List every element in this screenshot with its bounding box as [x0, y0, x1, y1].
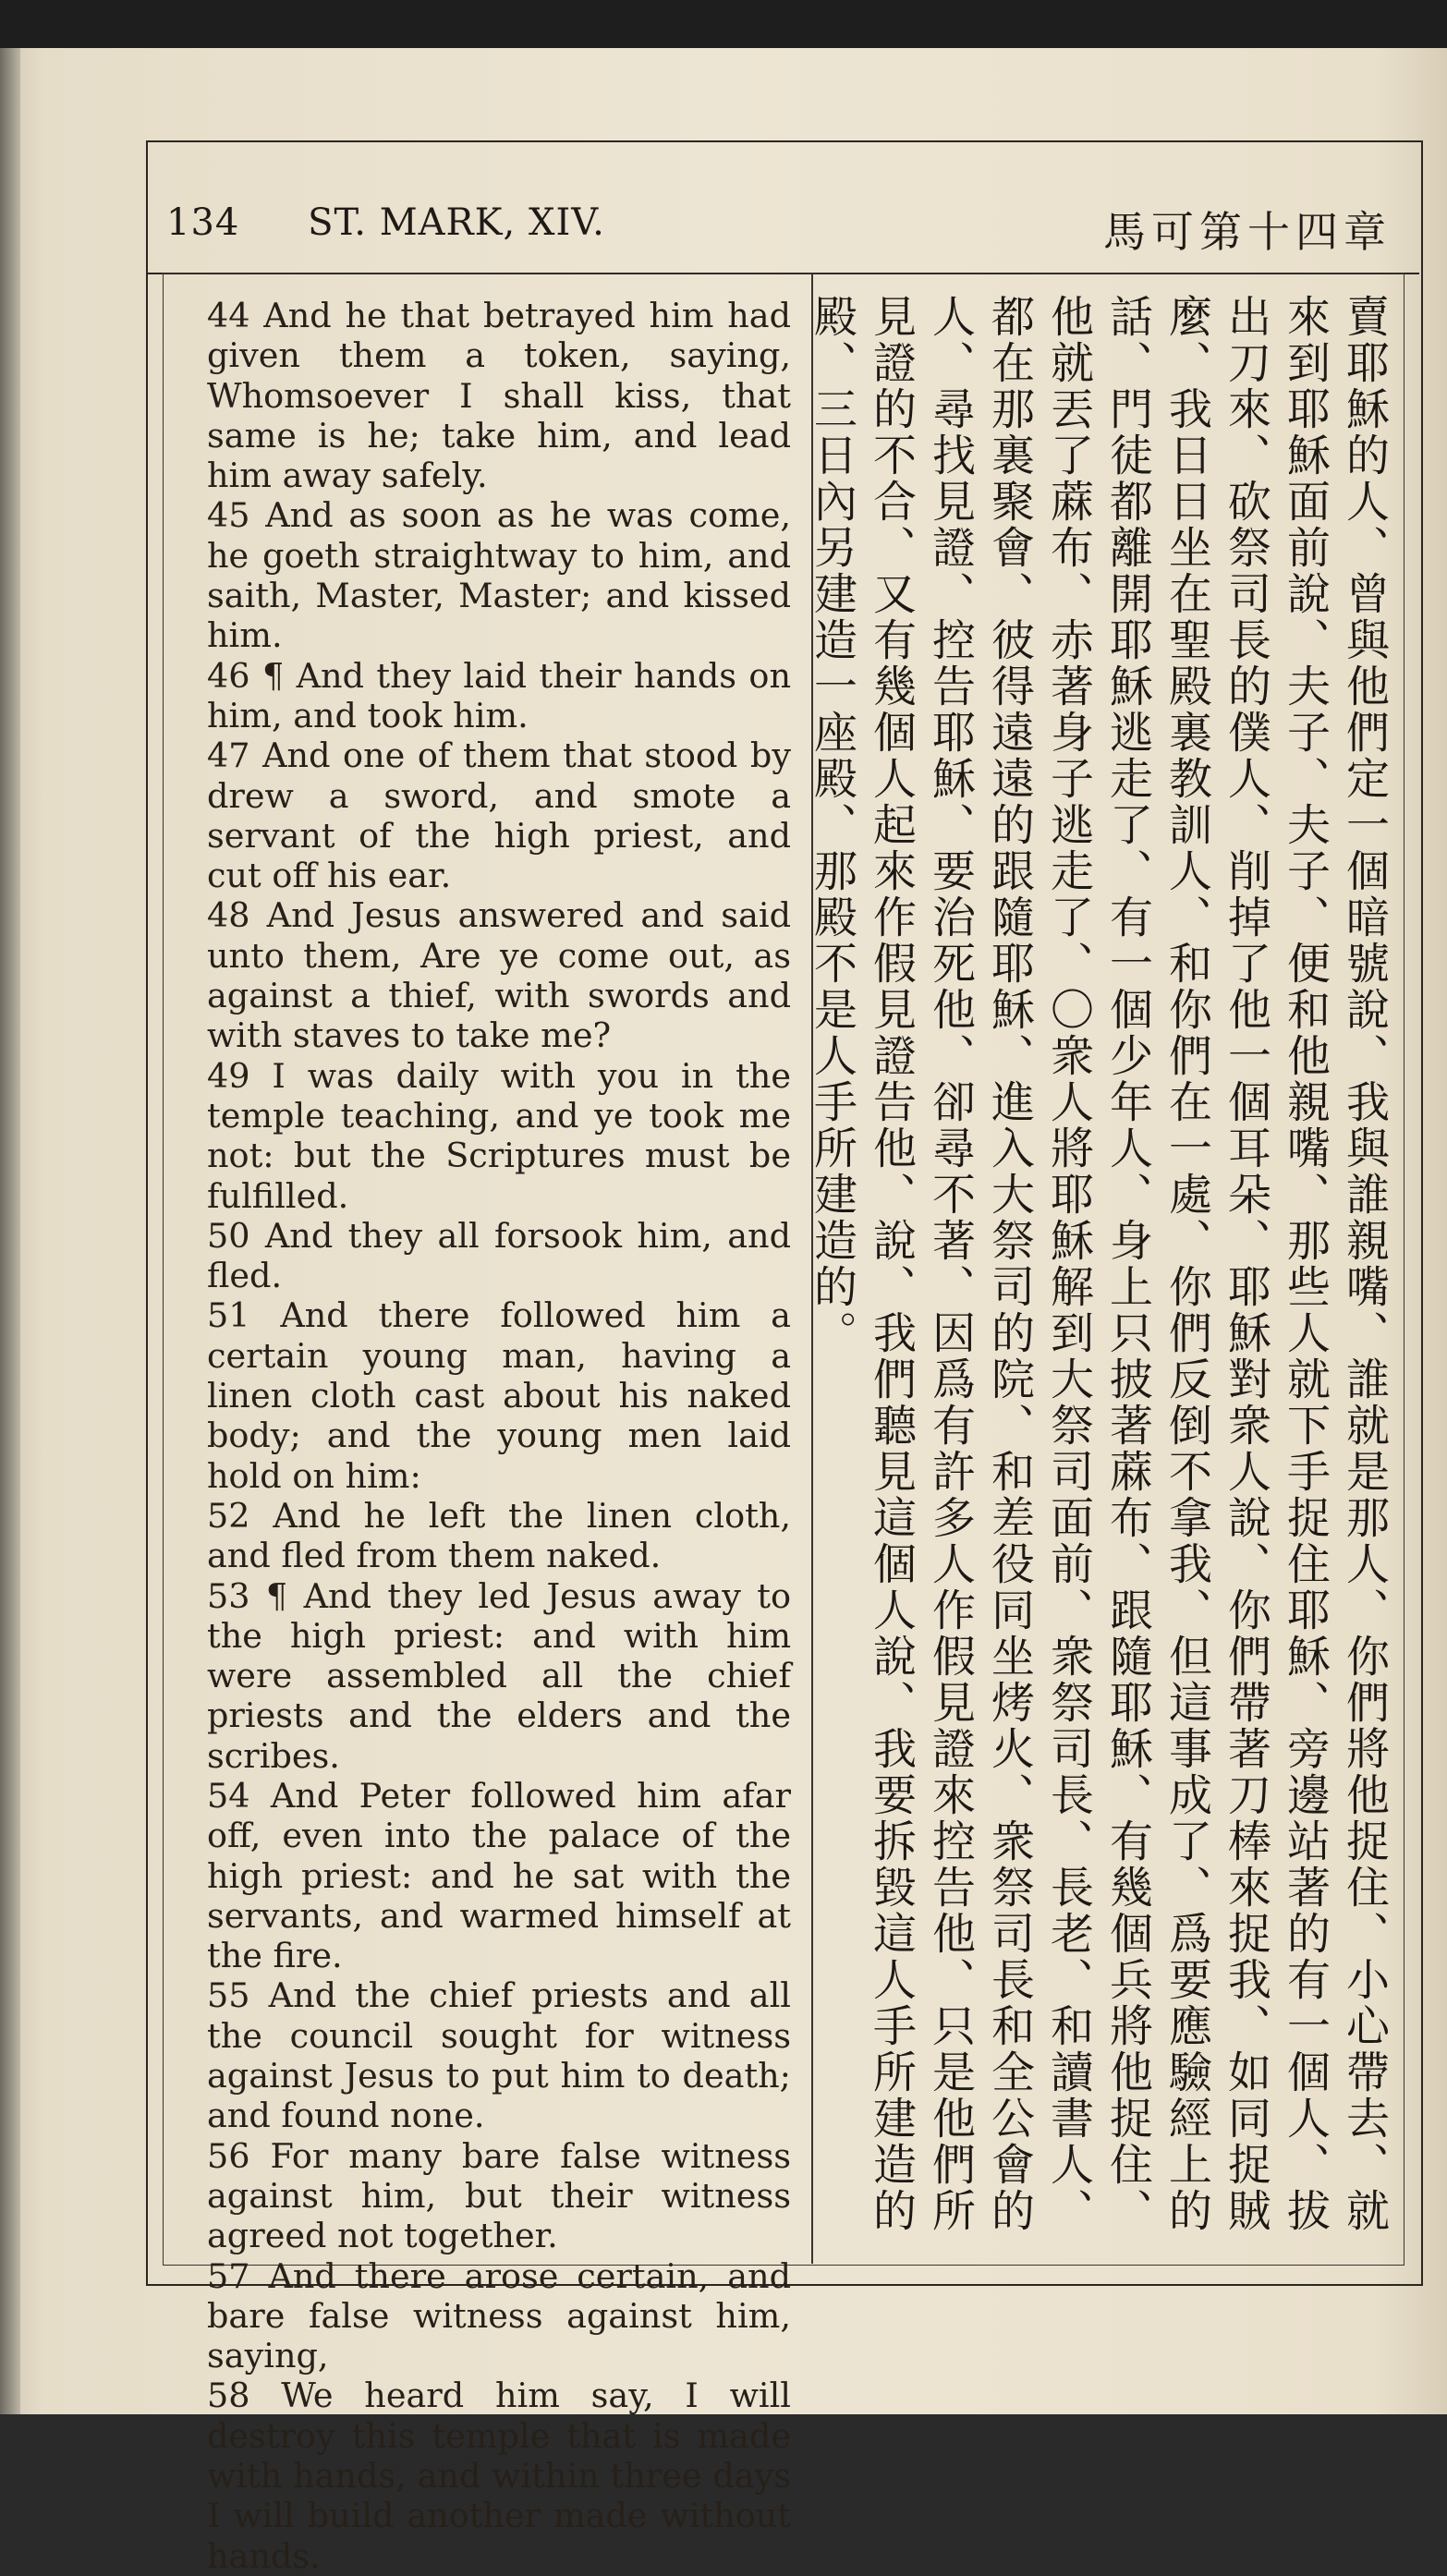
verse-53: 53 ¶ And they led Jesus away to the high priest: and with him were assembled all the chief priests and the elders and the scribes. — [207, 1575, 791, 1776]
verse-48: 48 And Jesus answered and said unto them, Are ye come out, as against a thief, with swords and with staves to take me? — [207, 895, 791, 1056]
running-header-english — [166, 201, 661, 244]
verse-50: 50 And they all forsook him, and fled. — [207, 1215, 791, 1296]
page-number: 134 — [166, 201, 240, 244]
verse-58: 58 We heard him say, I will destroy this temple that is made with hands, and within three days I will build another made without hands. — [207, 2376, 791, 2576]
binding-edge — [0, 48, 20, 2414]
verse-56: 56 For many bare false witness against him, but their witness agreed not together. — [207, 2135, 791, 2256]
chinese-column: 賣耶穌的人、曾與他們定一個暗號說、我與誰親嘴、誰就是那人、你們將他捉住、小心帶去、就來到耶穌面前說、夫子、夫子、便和他親嘴、那些人就下手捉住耶穌、旁邊站著的有一個人、拔出刀來、砍祭司長的僕人、削掉了他一個耳朵、耶穌對衆人說、你們帶著刀棒來捉我、如同捉賊麼、我日日坐在聖殿裏教訓人、和你們在一處、你們反倒不拿我、但這事成了、爲要應驗經上的話、門徒都離開耶穌逃走了、有一個少年人、身上只披著蔴布、跟隨耶穌、有幾個兵將他捉住、他就丟了蔴布、赤著身子逃走了、〇衆人將耶穌解到大祭司面前、衆祭司長、長老、和讀書人、都在那裏聚會、彼得遠遠的跟隨耶穌、進入大祭司的院、和差役同坐烤火、衆祭司長和全公會的人、尋找見證、控告耶穌、要治死他、卻尋不著、因爲有許多人作假見證來控告他、只是他們所見證的不合、又有幾個人起來作假見證告他、說、我們聽見這個人說、我要拆毀這人手所建造的殿、三日內另建造一座殿、那殿不是人手所建造的。 — [807, 294, 1390, 2234]
verse-44: 44 And he that betrayed him had given them a token, saying, Whomsoever I shall kiss, that same is he; take him, and lead him away safely. — [207, 296, 791, 496]
verse-47: 47 And one of them that stood by drew a sword, and smote a servant of the high priest, and cut off his ear. — [207, 735, 791, 896]
running-title: ST. MARK, XIV. — [308, 201, 605, 244]
verse-57: 57 And there arose certain, and bare false witness against him, saying, — [207, 2255, 791, 2376]
verse-45: 45 And as soon as he was come, he goeth straightway to him, and saith, Master, Master; and kissed him. — [207, 495, 791, 656]
verse-49: 49 I was daily with you in the temple teaching, and ye took me not: but the Scriptures must be fulfilled. — [207, 1055, 791, 1216]
english-column — [176, 296, 791, 2576]
running-header-chinese: 馬可第十四章 — [1103, 207, 1392, 257]
verse-51: 51 And there followed him a certain young man, having a linen cloth cast about his naked body; and the young men laid hold on him: — [207, 1295, 791, 1496]
verse-55: 55 And the chief priests and all the council sought for witness against Jesus to put him to death; and found none. — [207, 1975, 791, 2136]
verse-52: 52 And he left the linen cloth, and fled from them naked. — [207, 1495, 791, 1576]
verse-46: 46 ¶ And they laid their hands on him, and took him. — [207, 655, 791, 735]
verse-54: 54 And Peter followed him afar off, even into the palace of the high priest: and he sat with the servants, and warmed himself at the fire. — [207, 1775, 791, 1976]
